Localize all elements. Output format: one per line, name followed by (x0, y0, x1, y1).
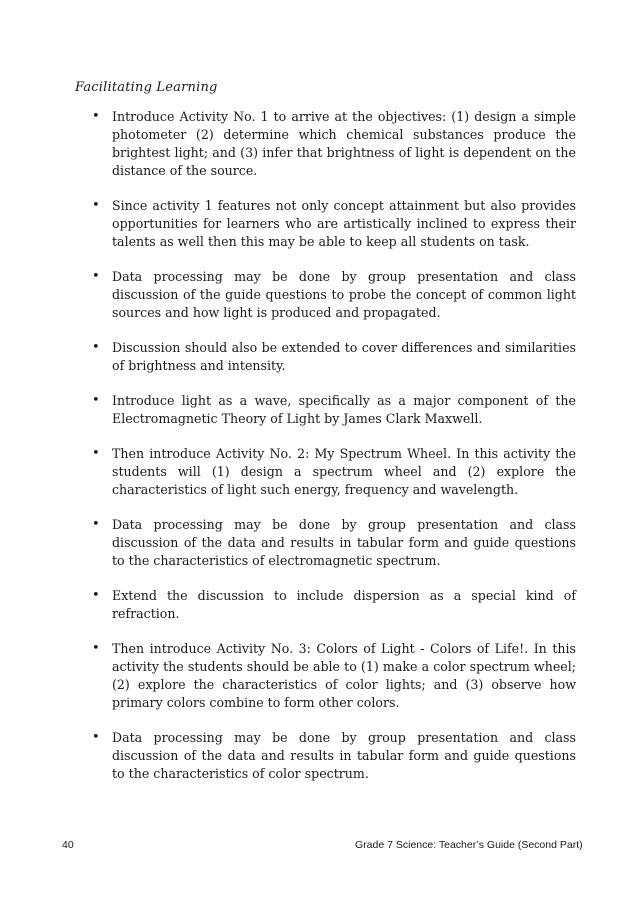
list-item (92, 392, 576, 428)
list-item (92, 587, 576, 623)
list-item (92, 268, 576, 322)
list-item-text: Discussion should also be extended to cover differences and similarities of brightness and intensity. (112, 340, 576, 373)
list-item (92, 197, 576, 251)
list-item-text: Data processing may be done by group presentation and class discussion of the data and results in tabular form and guide questions to the characteristics of electromagnetic spectrum. (112, 517, 576, 568)
bullet-icon: • (92, 198, 100, 213)
list-item-text: Data processing may be done by group presentation and class discussion of the data and results in tabular form and guide questions to the characteristics of color spectrum. (112, 730, 576, 781)
list-item (92, 640, 576, 712)
list-item-text: Extend the discussion to include dispersion as a special kind of refraction. (112, 588, 576, 621)
footer-title: Grade 7 Science: Teacher’s Guide (Second Part) (355, 839, 583, 851)
list-item-text: Then introduce Activity No. 3: Colors of Light - Colors of Life!. In this activity the students should be able to (1) make a color spectrum wheel; (2) explore the characteristics of color lights; and (3) observe how primary colors combine to form other colors. (112, 641, 576, 710)
bullet-icon: • (92, 393, 100, 408)
list-item (92, 339, 576, 375)
page-number: 40 (62, 839, 74, 851)
list-item (92, 445, 576, 499)
bullet-icon: • (92, 446, 100, 461)
bullet-icon: • (92, 730, 100, 745)
page-footer (0, 839, 638, 859)
list-item (92, 729, 576, 783)
bullet-icon: • (92, 340, 100, 355)
list-item (92, 108, 576, 180)
list-item-text: Then introduce Activity No. 2: My Spectrum Wheel. In this activity the students will (1) design a spectrum wheel and (2) explore the characteristics of light such energy, frequency and wavelength. (112, 446, 576, 497)
section-heading: Facilitating Learning (75, 80, 218, 95)
bullet-icon: • (92, 517, 100, 532)
bullet-list (92, 108, 576, 800)
list-item-text: Introduce light as a wave, specifically as a major component of the Electromagnetic Theory of Light by James Clark Maxwell. (112, 393, 576, 426)
list-item-text: Since activity 1 features not only concept attainment but also provides opportunities for learners who are artistically inclined to express their talents as well then this may be able to keep all students on task. (112, 198, 576, 249)
bullet-icon: • (92, 588, 100, 603)
bullet-icon: • (92, 641, 100, 656)
bullet-icon: • (92, 269, 100, 284)
bullet-icon: • (92, 109, 100, 124)
list-item (92, 516, 576, 570)
list-item-text: Introduce Activity No. 1 to arrive at the objectives: (1) design a simple photometer (2) determine which chemical substances produce the brightest light; and (3) infer that brightness of light is dependent on the distance of the source. (112, 109, 576, 178)
list-item-text: Data processing may be done by group presentation and class discussion of the guide questions to probe the concept of common light sources and how light is produced and propagated. (112, 269, 576, 320)
